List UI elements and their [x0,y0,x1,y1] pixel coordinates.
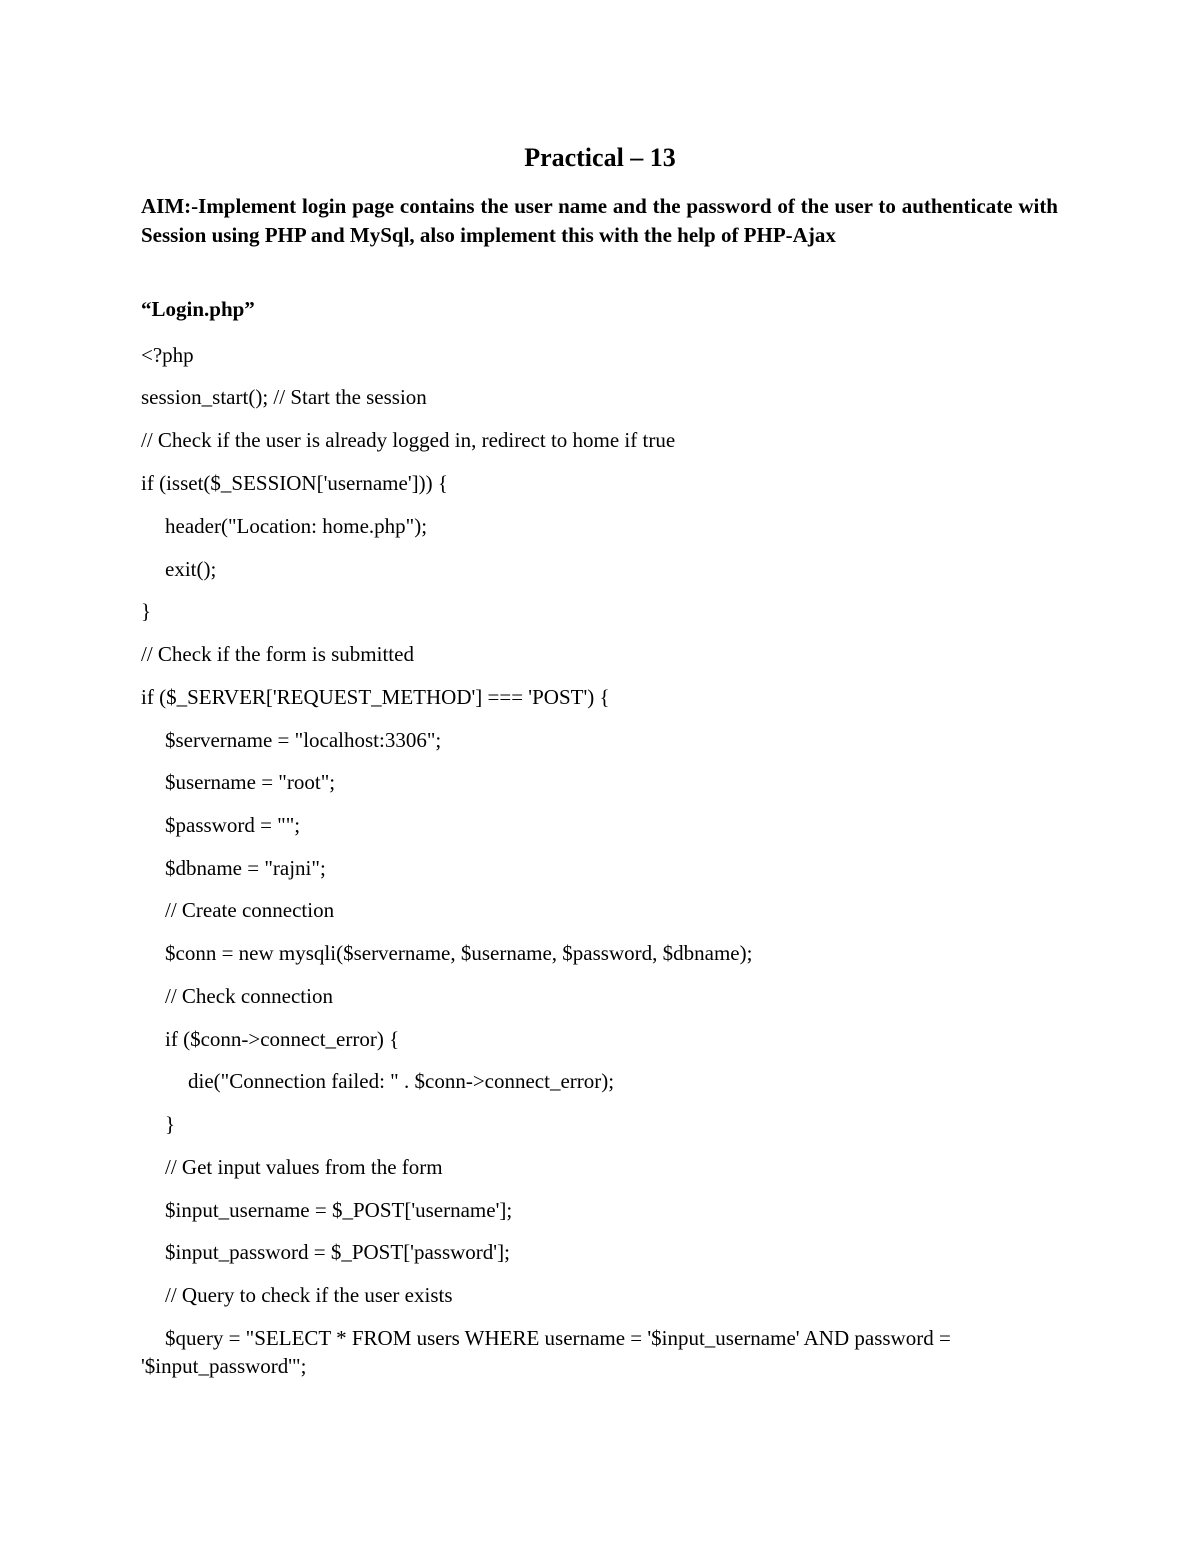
code-line: if ($conn->connect_error) { [165,1027,400,1051]
code-line: $input_username = $_POST['username']; [165,1198,513,1222]
code-line: exit(); [165,557,217,581]
code-line: if ($_SERVER['REQUEST_METHOD'] === 'POST') { [141,685,610,709]
code-line: // Check if the user is already logged in, redirect to home if true [141,428,676,452]
code-line: header("Location: home.php"); [165,514,428,538]
code-line: $dbname = "rajni"; [165,856,326,880]
code-line: $password = ""; [165,813,301,837]
page-title: Practical – 13 [524,143,676,172]
aim-paragraph: AIM:-Implement login page contains the user name and the password of the user to authenticate with Session using PHP and MySql, also implement this with the help of PHP-Ajax [141,194,1058,247]
code-line: $servername = "localhost:3306"; [165,728,442,752]
code-line: // Check if the form is submitted [141,642,414,666]
code-line: if (isset($_SESSION['username'])) { [141,471,448,495]
code-line: } [141,599,152,623]
code-line: } [165,1112,176,1136]
code-line: die("Connection failed: " . $conn->connect_error); [188,1069,615,1093]
file-name-heading: “Login.php” [141,297,255,321]
code-line: $query = "SELECT * FROM users WHERE username = '$input_username' AND password = '$input_password'"; [141,1326,951,1378]
code-line: // Create connection [165,898,335,922]
code-line: // Query to check if the user exists [165,1283,453,1307]
code-line: // Check connection [165,984,333,1008]
code-line: session_start(); // Start the session [141,385,427,409]
code-line: $conn = new mysqli($servername, $username, $password, $dbname); [165,941,753,965]
code-line: // Get input values from the form [165,1155,443,1179]
code-line: $username = "root"; [165,770,336,794]
code-line: <?php [141,343,194,367]
code-line: $input_password = $_POST['password']; [165,1240,510,1264]
